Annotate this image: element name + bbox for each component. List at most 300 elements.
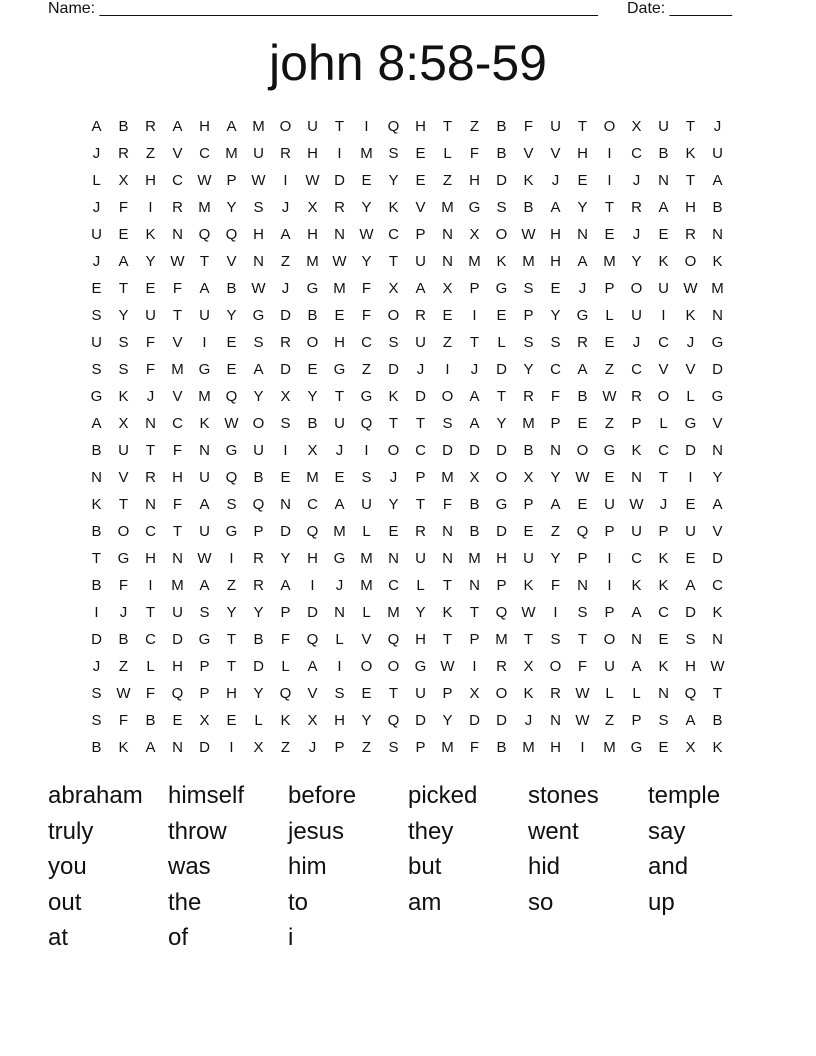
grid-letter: N	[172, 550, 183, 567]
grid-letter: N	[145, 415, 156, 432]
grid-letter: A	[253, 361, 264, 378]
grid-letter: M	[306, 469, 319, 486]
word-bank-item: himself	[168, 782, 245, 809]
grid-letter: H	[685, 658, 696, 675]
grid-letter: Q	[252, 496, 265, 513]
grid-letter: A	[118, 253, 129, 270]
grid-letter: S	[442, 415, 453, 432]
grid-letter: W	[197, 550, 212, 567]
grid-letter: O	[684, 253, 697, 270]
word-search-grid	[83, 113, 731, 761]
grid-letter: R	[118, 145, 129, 162]
grid-letter: K	[658, 550, 669, 567]
grid-letter: K	[91, 496, 102, 513]
grid-letter: Q	[225, 469, 238, 486]
grid-letter: R	[280, 334, 291, 351]
grid-letter: N	[442, 550, 453, 567]
grid-letter: H	[253, 226, 264, 243]
grid-letter: Y	[226, 604, 237, 621]
grid-letter: V	[712, 415, 723, 432]
grid-letter: P	[415, 226, 426, 243]
grid-letter: T	[442, 631, 453, 648]
grid-letter: B	[118, 631, 129, 648]
grid-letter: S	[280, 415, 291, 432]
grid-letter: E	[91, 280, 102, 297]
word-bank-item: to	[288, 888, 309, 916]
grid-letter: L	[686, 388, 695, 405]
grid-letter: P	[415, 739, 426, 756]
grid-letter: L	[254, 712, 263, 729]
grid-letter: N	[199, 442, 210, 459]
grid-letter: B	[118, 118, 129, 135]
grid-letter: U	[307, 118, 318, 135]
word-bank-item: you	[48, 853, 87, 880]
grid-letter: U	[604, 496, 615, 513]
grid-letter: J	[524, 712, 533, 729]
grid-letter: J	[551, 172, 560, 189]
word-bank	[48, 778, 768, 956]
grid-letter: X	[631, 118, 642, 135]
grid-letter: Z	[361, 361, 372, 378]
grid-letter: V	[658, 361, 669, 378]
grid-letter: A	[469, 415, 480, 432]
grid-letter: E	[523, 523, 534, 540]
word-bank-item: so	[528, 888, 554, 916]
grid-letter: D	[496, 712, 507, 729]
grid-letter: J	[389, 469, 398, 486]
word-bank-item: out	[48, 888, 82, 916]
grid-letter: T	[469, 604, 480, 621]
grid-letter: E	[604, 469, 615, 486]
grid-letter: C	[307, 496, 318, 513]
grid-letter: S	[523, 334, 534, 351]
grid-letter: B	[523, 199, 534, 216]
grid-letter: F	[442, 496, 453, 513]
grid-letter: P	[658, 523, 669, 540]
grid-letter: L	[497, 334, 506, 351]
grid-letter: F	[145, 334, 156, 351]
grid-letter: H	[334, 712, 345, 729]
grid-letter: Z	[550, 523, 561, 540]
grid-letter: U	[253, 145, 264, 162]
grid-letter: Y	[631, 253, 642, 270]
grid-letter: C	[415, 442, 426, 459]
grid-letter: C	[172, 415, 183, 432]
grid-letter: J	[281, 199, 290, 216]
grid-letter: O	[657, 388, 670, 405]
grid-letter: Q	[279, 685, 292, 702]
grid-letter: Y	[226, 199, 237, 216]
grid-letter: V	[172, 388, 183, 405]
grid-letter: F	[550, 577, 561, 594]
grid-letter: Z	[604, 415, 615, 432]
grid-letter: D	[172, 631, 183, 648]
grid-letter: S	[658, 712, 669, 729]
grid-letter: Y	[361, 253, 372, 270]
grid-letter: Y	[388, 172, 399, 189]
grid-letter: O	[603, 631, 616, 648]
grid-letter: Y	[442, 712, 453, 729]
grid-letter: O	[360, 658, 373, 675]
grid-letter: N	[658, 172, 669, 189]
grid-letter: E	[145, 280, 156, 297]
grid-letter: H	[145, 172, 156, 189]
grid-letter: Y	[361, 199, 372, 216]
grid-letter: Y	[118, 307, 129, 324]
name-line: Name: ________________________________________________________	[48, 0, 598, 17]
grid-letter: I	[94, 604, 99, 621]
grid-letter: K	[388, 388, 399, 405]
grid-letter: E	[334, 307, 345, 324]
grid-letter: B	[307, 307, 318, 324]
grid-letter: E	[550, 280, 561, 297]
grid-letter: N	[253, 253, 264, 270]
grid-letter: N	[658, 685, 669, 702]
word-bank-item: him	[288, 853, 327, 880]
grid-letter: W	[629, 496, 644, 513]
word-bank-item: of	[168, 924, 189, 951]
grid-letter: F	[361, 307, 372, 324]
grid-letter: D	[388, 361, 399, 378]
grid-letter: I	[283, 172, 288, 189]
grid-letter: H	[496, 550, 507, 567]
grid-letter: U	[172, 604, 183, 621]
grid-letter: I	[202, 334, 207, 351]
grid-letter: M	[522, 415, 535, 432]
grid-letter: W	[683, 280, 698, 297]
grid-letter: W	[575, 685, 590, 702]
grid-letter: O	[630, 280, 643, 297]
grid-letter: K	[118, 739, 129, 756]
grid-letter: D	[685, 604, 696, 621]
grid-letter: O	[576, 442, 589, 459]
grid-letter: O	[117, 523, 130, 540]
grid-letter: B	[91, 523, 102, 540]
grid-letter: V	[118, 469, 129, 486]
grid-letter: T	[334, 388, 345, 405]
grid-letter: N	[145, 496, 156, 513]
grid-letter: K	[685, 307, 696, 324]
grid-letter: P	[496, 577, 507, 594]
grid-letter: C	[388, 577, 399, 594]
grid-letter: S	[361, 469, 372, 486]
grid-letter: E	[604, 226, 615, 243]
grid-letter: D	[415, 388, 426, 405]
word-bank-item: was	[168, 853, 211, 880]
grid-letter: W	[521, 604, 536, 621]
grid-letter: U	[415, 253, 426, 270]
grid-letter: W	[251, 172, 266, 189]
grid-letter: U	[334, 415, 345, 432]
grid-letter: B	[712, 199, 723, 216]
grid-letter: M	[360, 550, 373, 567]
grid-letter: W	[575, 469, 590, 486]
grid-letter: A	[550, 199, 561, 216]
grid-letter: P	[280, 604, 291, 621]
grid-letter: P	[253, 523, 264, 540]
grid-letter: I	[607, 145, 612, 162]
grid-letter: M	[468, 550, 481, 567]
grid-letter: L	[146, 658, 155, 675]
grid-letter: P	[577, 550, 588, 567]
grid-letter: P	[199, 658, 210, 675]
grid-letter: M	[522, 739, 535, 756]
grid-letter: I	[607, 172, 612, 189]
grid-letter: M	[441, 469, 454, 486]
grid-letter: A	[199, 577, 210, 594]
grid-letter: V	[550, 145, 561, 162]
grid-letter: Y	[550, 550, 561, 567]
grid-letter: R	[415, 523, 426, 540]
grid-letter: N	[91, 469, 102, 486]
grid-letter: Y	[253, 604, 264, 621]
grid-letter: E	[658, 631, 669, 648]
grid-letter: P	[469, 280, 480, 297]
grid-letter: Q	[225, 388, 238, 405]
grid-letter: E	[388, 523, 399, 540]
grid-letter: V	[361, 631, 372, 648]
grid-letter: K	[496, 253, 507, 270]
grid-letter: R	[523, 388, 534, 405]
grid-letter: W	[575, 712, 590, 729]
grid-letter: T	[658, 469, 669, 486]
grid-letter: O	[387, 307, 400, 324]
grid-letter: N	[712, 307, 723, 324]
grid-letter: U	[199, 523, 210, 540]
grid-letter: S	[226, 496, 237, 513]
grid-letter: H	[307, 145, 318, 162]
grid-letter: O	[495, 226, 508, 243]
grid-letter: D	[496, 361, 507, 378]
grid-letter: D	[280, 523, 291, 540]
grid-letter: Q	[171, 685, 184, 702]
grid-letter: T	[496, 388, 507, 405]
grid-letter: U	[199, 469, 210, 486]
grid-letter: K	[523, 577, 534, 594]
word-bank-item: i	[288, 924, 294, 951]
grid-letter: G	[198, 631, 211, 648]
grid-letter: C	[550, 361, 561, 378]
grid-letter: G	[711, 388, 724, 405]
grid-letter: N	[631, 469, 642, 486]
grid-letter: I	[229, 739, 234, 756]
grid-letter: Y	[415, 604, 426, 621]
grid-letter: C	[388, 226, 399, 243]
grid-letter: C	[199, 145, 210, 162]
grid-letter: Q	[387, 712, 400, 729]
grid-letter: A	[199, 496, 210, 513]
grid-letter: W	[305, 172, 320, 189]
grid-letter: O	[603, 118, 616, 135]
grid-letter: I	[661, 307, 666, 324]
grid-letter: M	[387, 604, 400, 621]
grid-letter: W	[197, 172, 212, 189]
grid-letter: N	[334, 604, 345, 621]
grid-letter: M	[441, 739, 454, 756]
grid-letter: N	[577, 226, 588, 243]
grid-letter: K	[685, 145, 696, 162]
grid-letter: T	[118, 496, 129, 513]
grid-letter: N	[712, 226, 723, 243]
grid-letter: G	[603, 442, 616, 459]
grid-letter: G	[225, 442, 238, 459]
grid-letter: Y	[226, 307, 237, 324]
grid-letter: J	[335, 577, 344, 594]
grid-letter: H	[199, 118, 210, 135]
grid-letter: G	[333, 361, 346, 378]
grid-letter: D	[469, 712, 480, 729]
grid-letter: U	[199, 307, 210, 324]
grid-letter: N	[280, 496, 291, 513]
grid-letter: J	[92, 145, 101, 162]
grid-letter: T	[118, 280, 129, 297]
grid-letter: Q	[306, 631, 319, 648]
grid-letter: H	[550, 226, 561, 243]
grid-letter: Z	[442, 172, 453, 189]
grid-letter: T	[145, 604, 156, 621]
grid-letter: N	[442, 226, 453, 243]
grid-letter: W	[251, 280, 266, 297]
grid-letter: J	[146, 388, 155, 405]
grid-letter: D	[415, 712, 426, 729]
grid-letter: Q	[684, 685, 697, 702]
grid-letter: E	[415, 172, 426, 189]
grid-letter: M	[360, 145, 373, 162]
word-bank-item: jesus	[288, 817, 345, 845]
grid-letter: K	[658, 658, 669, 675]
grid-letter: I	[445, 361, 450, 378]
grid-letter: N	[388, 550, 399, 567]
grid-letter: P	[604, 604, 615, 621]
grid-letter: W	[602, 388, 617, 405]
grid-letter: G	[495, 496, 508, 513]
grid-letter: T	[388, 685, 399, 702]
grid-letter: E	[415, 145, 426, 162]
grid-letter: S	[388, 145, 399, 162]
grid-letter: X	[442, 280, 453, 297]
grid-letter: F	[172, 442, 183, 459]
grid-letter: T	[145, 442, 156, 459]
grid-letter: J	[578, 280, 587, 297]
grid-letter: J	[659, 496, 668, 513]
word-bank-item: am	[408, 888, 442, 916]
grid-letter: O	[279, 118, 292, 135]
grid-letter: M	[171, 577, 184, 594]
grid-letter: X	[469, 469, 480, 486]
grid-letter: S	[91, 712, 102, 729]
grid-letter: B	[91, 577, 102, 594]
grid-letter: K	[523, 172, 534, 189]
grid-letter: P	[199, 685, 210, 702]
grid-letter: D	[280, 307, 291, 324]
grid-letter: Y	[577, 199, 588, 216]
grid-letter: N	[334, 226, 345, 243]
grid-letter: T	[388, 415, 399, 432]
grid-letter: M	[306, 253, 319, 270]
grid-letter: T	[712, 685, 723, 702]
grid-letter: R	[253, 577, 264, 594]
grid-letter: Z	[280, 253, 291, 270]
grid-letter: K	[631, 577, 642, 594]
grid-letter: H	[415, 631, 426, 648]
grid-letter: U	[604, 658, 615, 675]
grid-letter: O	[441, 388, 454, 405]
grid-letter: S	[685, 631, 696, 648]
grid-letter: U	[415, 685, 426, 702]
grid-letter: L	[605, 685, 614, 702]
grid-letter: U	[631, 307, 642, 324]
grid-letter: W	[710, 658, 725, 675]
grid-letter: I	[553, 604, 558, 621]
grid-letter: F	[145, 361, 156, 378]
grid-letter: I	[472, 307, 477, 324]
grid-letter: P	[523, 307, 534, 324]
grid-letter: R	[550, 685, 561, 702]
grid-letter: A	[631, 604, 642, 621]
grid-letter: X	[280, 388, 291, 405]
grid-letter: P	[631, 712, 642, 729]
grid-letter: T	[442, 118, 453, 135]
grid-letter: J	[632, 226, 641, 243]
grid-letter: G	[306, 280, 319, 297]
grid-letter: K	[199, 415, 210, 432]
grid-letter: Y	[145, 253, 156, 270]
grid-letter: R	[253, 550, 264, 567]
word-bank-item: but	[408, 853, 442, 880]
grid-letter: T	[577, 118, 588, 135]
grid-letter: B	[226, 280, 237, 297]
word-bank-item: they	[408, 817, 454, 845]
grid-letter: Q	[306, 523, 319, 540]
grid-letter: P	[442, 685, 453, 702]
grid-letter: Y	[712, 469, 723, 486]
grid-letter: D	[496, 523, 507, 540]
word-bank-item: went	[528, 817, 579, 845]
grid-letter: I	[148, 577, 153, 594]
grid-letter: E	[496, 307, 507, 324]
grid-letter: F	[118, 712, 129, 729]
grid-letter: Y	[361, 712, 372, 729]
grid-letter: S	[550, 631, 561, 648]
grid-letter: N	[712, 631, 723, 648]
grid-letter: G	[684, 415, 697, 432]
grid-letter: Y	[523, 361, 534, 378]
grid-letter: X	[469, 226, 480, 243]
grid-letter: H	[307, 550, 318, 567]
grid-letter: A	[226, 118, 237, 135]
grid-letter: M	[441, 199, 454, 216]
grid-letter: G	[468, 199, 481, 216]
grid-letter: F	[577, 658, 588, 675]
grid-letter: I	[283, 442, 288, 459]
grid-letter: U	[253, 442, 264, 459]
grid-letter: D	[280, 361, 291, 378]
grid-letter: N	[550, 712, 561, 729]
grid-letter: A	[91, 118, 102, 135]
grid-letter: O	[252, 415, 265, 432]
grid-letter: T	[334, 118, 345, 135]
grid-letter: G	[630, 739, 643, 756]
grid-letter: Y	[307, 388, 318, 405]
grid-letter: S	[118, 334, 129, 351]
grid-letter: V	[712, 523, 723, 540]
grid-letter: U	[415, 550, 426, 567]
grid-letter: M	[603, 739, 616, 756]
grid-letter: E	[280, 469, 291, 486]
grid-letter: K	[712, 253, 723, 270]
grid-letter: T	[226, 631, 237, 648]
grid-letter: X	[523, 469, 534, 486]
